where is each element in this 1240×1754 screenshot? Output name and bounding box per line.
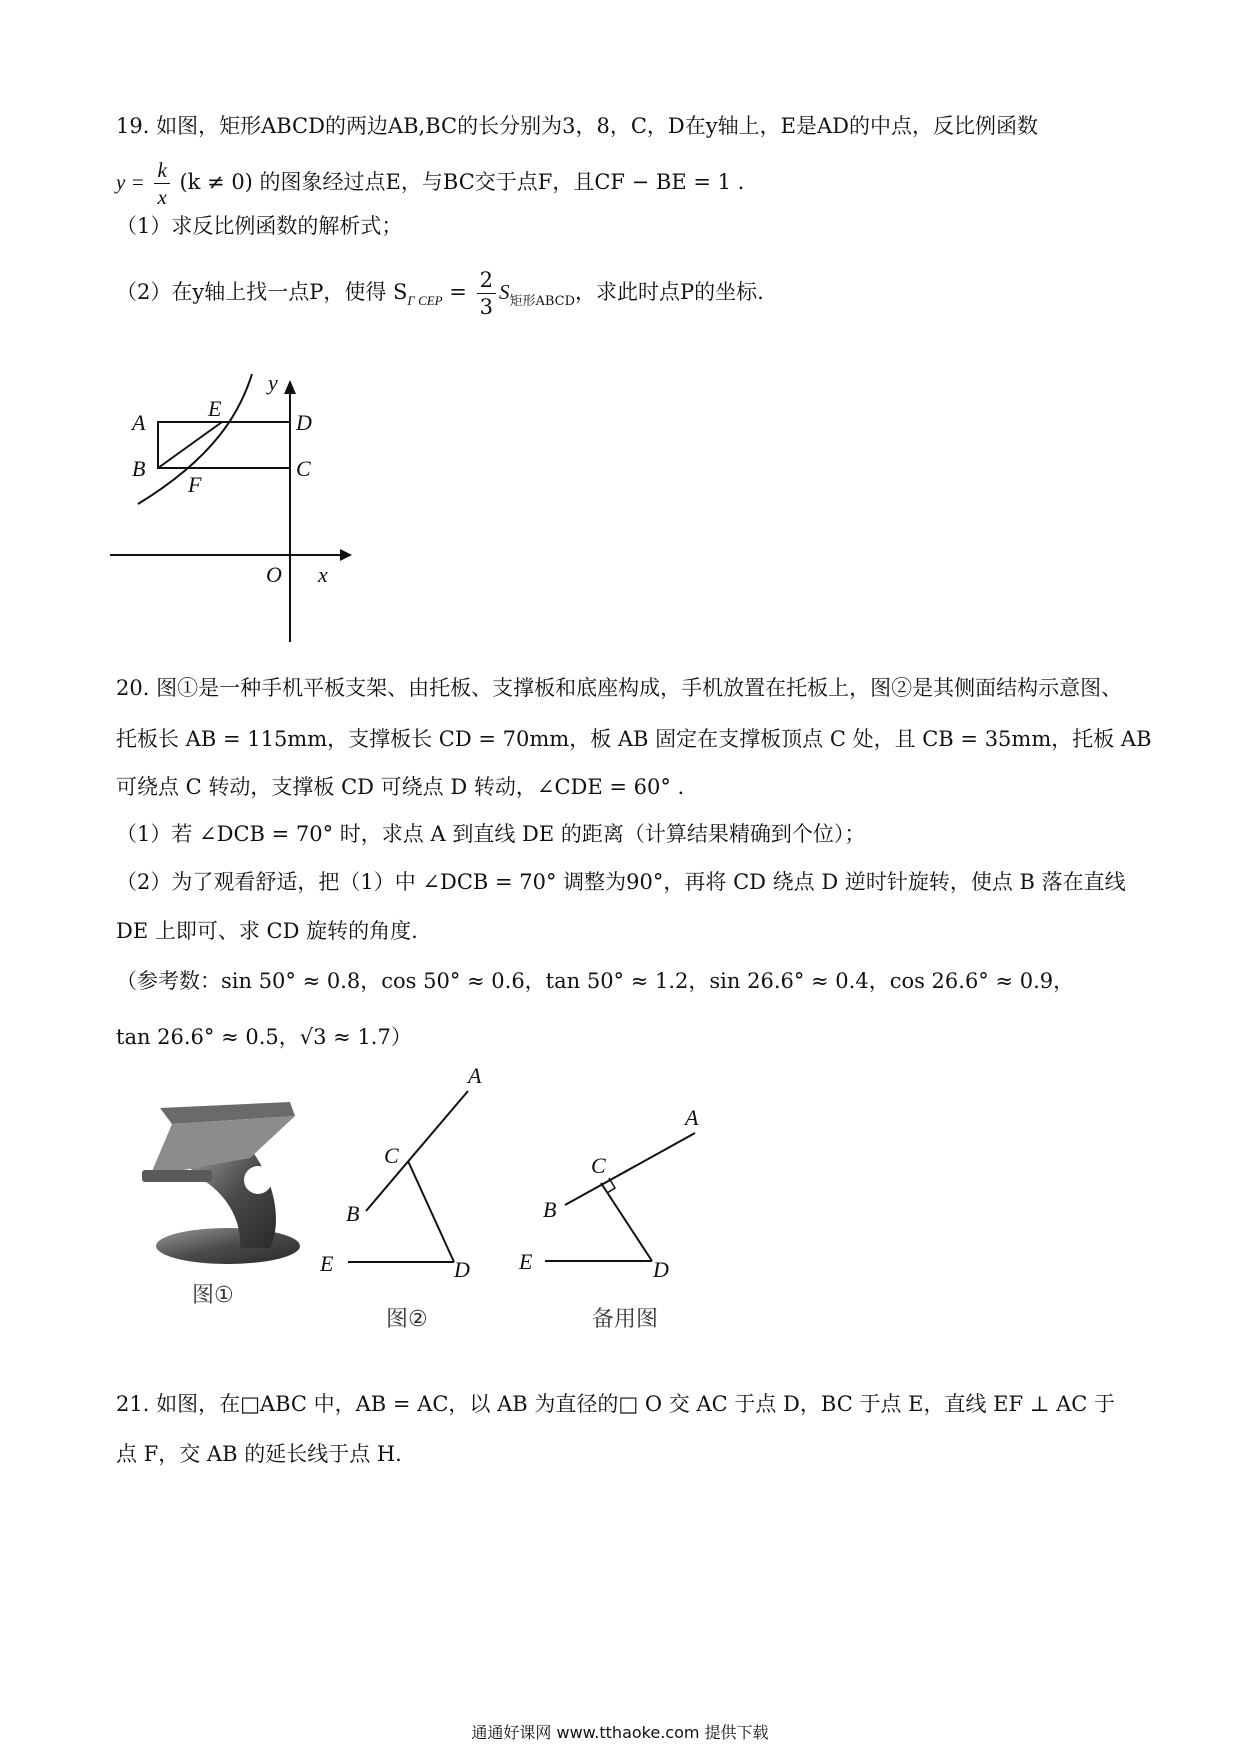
q19-part2-pre: （2）在y轴上找一点P，使得 S	[116, 280, 408, 304]
q21-line-1: 21. 如图，在□ABC 中，AB = AC，以 AB 为直径的□ O 交 AC 于点 D，BC 于点 E，直线 EF ⊥ AC 于	[116, 1392, 1116, 1416]
label-f: F	[188, 472, 202, 497]
fig2-label-e: E	[320, 1251, 334, 1276]
q19-fraction-2-3	[477, 267, 496, 320]
fig2-label-c: C	[384, 1143, 399, 1168]
x-axis-arrow	[340, 549, 352, 561]
label-a: A	[132, 410, 146, 435]
q19-line-3: （1）求反比例函数的解析式；	[116, 214, 403, 238]
q21-line-2: 点 F，交 AB 的延长线于点 H.	[116, 1442, 402, 1466]
spare-segment-cd	[601, 1183, 652, 1261]
stand-base	[156, 1228, 300, 1264]
label-d: D	[296, 410, 312, 435]
segment-cd	[408, 1161, 454, 1262]
q19-line-4	[116, 262, 764, 332]
y-axis-arrow	[284, 380, 296, 394]
q19-eq-sign: =	[442, 280, 474, 304]
q20-line-4: （1）若 ∠DCB = 70° 时，求点 A 到直线 DE 的距离（计算结果精确到个位）；	[116, 822, 866, 846]
spare-label-a: A	[685, 1105, 699, 1130]
q19-part2-post: ，求此时点P的坐标.	[575, 280, 764, 304]
q19-fraction-den: x	[157, 185, 167, 209]
label-e: E	[208, 396, 222, 421]
stand-photo	[130, 1098, 300, 1278]
q19-s: S	[498, 280, 510, 304]
q19-fraction2-num: 2	[477, 267, 496, 294]
q19-line-1: 19. 如图，矩形ABCD的两边AB,BC的长分别为3，8，C，D在y轴上，E是AD的中点，反比例函数	[116, 114, 1038, 138]
spare-segment-ba	[565, 1133, 695, 1205]
spare-label-c: C	[591, 1153, 606, 1178]
figure-spare	[515, 1065, 715, 1295]
caption-fig2: 图②	[386, 1307, 428, 1332]
caption-fig1: 图①	[192, 1283, 234, 1308]
q19-fraction-k-over-x	[154, 157, 169, 210]
segment-ba	[366, 1091, 468, 1211]
q20-line-2: 托板长 AB = 115mm，支撑板长 CD = 70mm，板 AB 固定在支撑板顶点 C 处，且 CB = 35mm，托板 AB	[116, 727, 1152, 751]
spare-label-e: E	[519, 1249, 533, 1274]
q19-line-2	[116, 152, 744, 212]
page-footer: 通通好课网 www.tthaoke.com 提供下载	[471, 1723, 769, 1742]
q20-line-8: tan 26.6° ≈ 0.5，√3 ≈ 1.7）	[116, 1025, 412, 1049]
q20-line-3: 可绕点 C 转动，支撑板 CD 可绕点 D 转动，∠CDE = 60° .	[116, 775, 685, 799]
spare-label-b: B	[543, 1197, 557, 1222]
fig2-label-a: A	[468, 1065, 482, 1088]
label-x: x	[318, 562, 328, 587]
q20-line-1: 20. 图①是一种手机平板支架、由托板、支撑板和底座构成，手机放置在托板上，图②是其侧面结构示意图、	[116, 676, 1123, 700]
q19-figure	[100, 372, 360, 652]
q20-line-7: （参考数：sin 50° ≈ 0.8，cos 50° ≈ 0.6，tan 50° ≈ 1.2，sin 26.6° ≈ 0.4，cos 26.6° ≈ 0.9，	[116, 969, 1075, 993]
label-c: C	[296, 456, 311, 481]
q19-fraction2-den: 3	[479, 295, 493, 319]
stand-hole	[244, 1166, 272, 1194]
q19-sub-cep: Γ CEP	[407, 293, 443, 308]
stand-lip	[142, 1170, 212, 1182]
figure-2	[320, 1065, 520, 1295]
fig2-label-b: B	[346, 1201, 360, 1226]
q20-line-5: （2）为了观看舒适，把（1）中 ∠DCB = 70° 调整为90°，再将 CD 绕点 D 逆时针旋转，使点 B 落在直线	[116, 870, 1126, 894]
q19-sub-rect: 矩形ABCD	[509, 294, 576, 309]
caption-spare: 备用图	[592, 1307, 659, 1332]
label-o: O	[266, 562, 282, 587]
q19-eq-lhs: y =	[116, 170, 145, 194]
label-b: B	[132, 456, 146, 481]
q19-fraction-num: k	[154, 157, 169, 184]
q19-eq-rest: (k ≠ 0) 的图象经过点E，与BC交于点F，且CF − BE = 1 .	[179, 170, 745, 194]
spare-label-d: D	[653, 1257, 669, 1282]
fig2-label-d: D	[454, 1257, 470, 1282]
label-y: y	[268, 372, 278, 395]
q20-line-6: DE 上即可、求 CD 旋转的角度.	[116, 919, 418, 943]
